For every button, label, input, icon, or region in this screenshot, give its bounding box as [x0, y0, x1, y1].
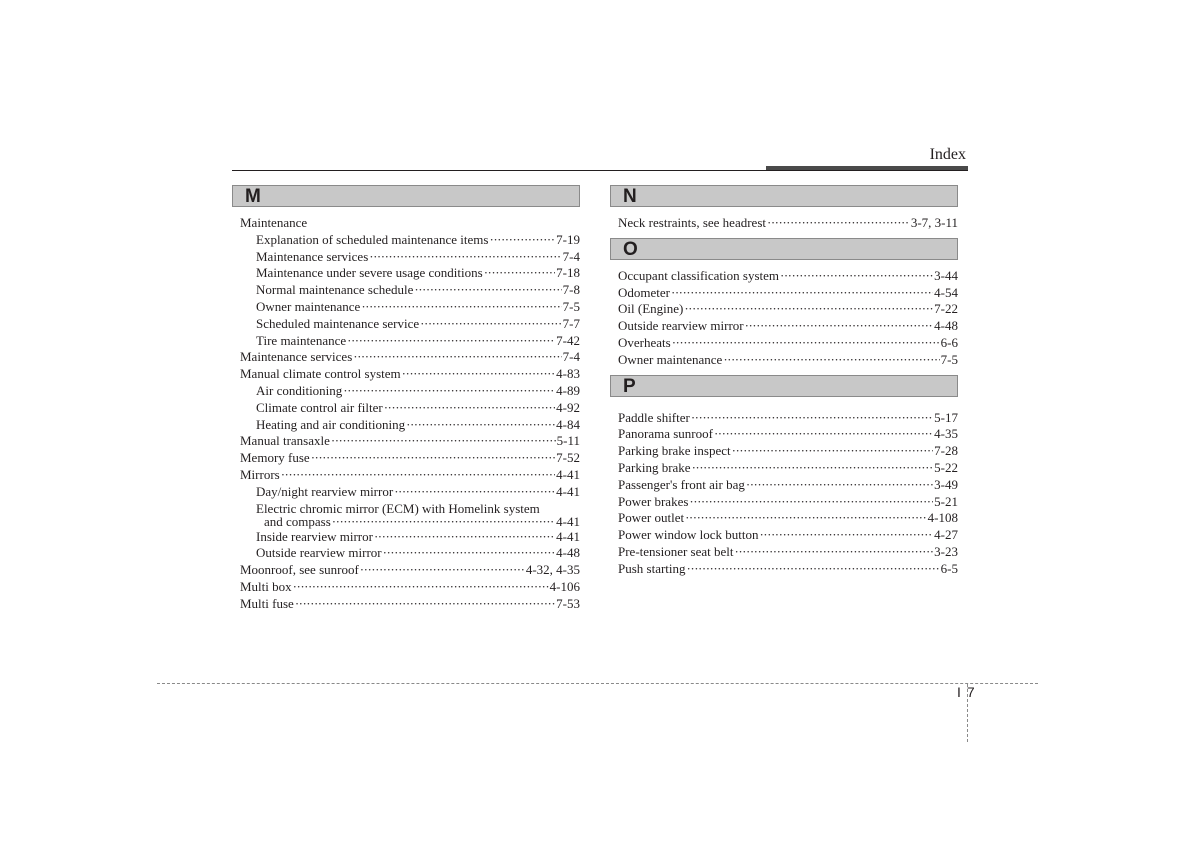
dot-leader: [692, 460, 934, 477]
index-entry-page: 4-27: [934, 527, 958, 543]
index-entry: [240, 215, 580, 232]
index-entry: [618, 477, 958, 494]
index-entry: [618, 544, 958, 561]
index-entry-label: Odometer: [618, 284, 670, 300]
dot-leader: [353, 349, 561, 366]
dot-leader: [347, 333, 555, 350]
index-entry-label: Air conditioning: [256, 382, 343, 398]
index-entry: [618, 443, 958, 460]
index-entry-label: Mirrors: [240, 466, 280, 482]
dot-leader: [780, 268, 933, 285]
index-entry: [240, 579, 580, 596]
index-entry-label: Overheats: [618, 334, 671, 350]
index-entry-label: Power brakes: [618, 493, 689, 509]
index-entry-label: Passenger's front air bag: [618, 476, 745, 492]
index-entry-label: Occupant classification system: [618, 267, 780, 283]
index-entry: [618, 426, 958, 443]
index-entry-page: 3-23: [934, 543, 958, 559]
index-subentry: [240, 333, 580, 350]
index-entry: [240, 450, 580, 467]
index-entry: [618, 318, 958, 335]
index-entry: [240, 349, 580, 366]
dot-leader: [384, 400, 555, 417]
index-entry-label: Manual transaxle: [240, 433, 330, 449]
page-number-value: 7: [966, 684, 975, 700]
dot-leader: [383, 545, 556, 562]
dot-leader: [369, 249, 561, 266]
index-subentry: [240, 316, 580, 333]
index-entry: [618, 335, 958, 352]
dot-leader: [311, 450, 555, 467]
index-entry-label: Maintenance: [240, 215, 308, 230]
index-entry-page: 4-32, 4-35: [525, 562, 580, 578]
section-n-entries: [610, 215, 958, 232]
index-entry-label: Manual climate control system: [240, 366, 401, 382]
index-entry-page: 3-44: [934, 267, 958, 283]
index-entry-page: 5-11: [556, 433, 580, 449]
index-subentry: [240, 383, 580, 400]
dot-leader: [489, 232, 555, 249]
section-heading-m: M: [232, 185, 580, 207]
dot-leader: [672, 335, 940, 352]
dot-leader: [714, 426, 933, 443]
index-entry-label: Maintenance services: [240, 349, 353, 365]
index-entry: [240, 562, 580, 579]
index-entry: [240, 596, 580, 613]
index-entry-page: 7-5: [562, 298, 580, 314]
index-entry-label: Parking brake inspect: [618, 443, 731, 459]
index-entry-page: 4-41: [556, 513, 580, 529]
index-entry-label: Tire maintenance: [256, 332, 347, 348]
index-entry-page: 7-28: [934, 443, 958, 459]
dot-leader: [684, 301, 933, 318]
index-entry-label: Heating and air conditioning: [256, 416, 406, 432]
index-subentry: [240, 484, 580, 501]
index-subentry: [240, 232, 580, 249]
index-entry-label: Parking brake: [618, 459, 691, 475]
index-entry-label: Oil (Engine): [618, 301, 684, 317]
dot-leader: [746, 477, 933, 494]
index-entry: [618, 285, 958, 302]
index-entry-page: 5-17: [934, 409, 958, 425]
dot-leader: [671, 285, 933, 302]
section-o-entries: [610, 268, 958, 369]
index-entry-page: 4-83: [556, 366, 580, 382]
index-entry-page: 7-5: [940, 351, 958, 367]
index-subentry: [240, 282, 580, 299]
index-entry-page: 4-92: [556, 399, 580, 415]
index-entry-label: Outside rearview mirror: [256, 545, 382, 561]
dot-leader: [767, 215, 910, 232]
index-entry-page: 3-49: [934, 476, 958, 492]
index-entry: [618, 268, 958, 285]
dot-leader: [406, 417, 555, 434]
index-entry-label: Memory fuse: [240, 450, 310, 466]
index-entry-page: 4-41: [556, 466, 580, 482]
dot-leader: [293, 579, 549, 596]
index-entry-label: Neck restraints, see headrest: [618, 215, 766, 230]
index-entry: [618, 215, 958, 232]
index-entry-label: Scheduled maintenance service: [256, 315, 420, 331]
section-m-entries: [232, 215, 580, 613]
index-entry: [240, 433, 580, 450]
dot-leader: [745, 318, 934, 335]
index-entry: [240, 366, 580, 383]
index-entry-page: 4-106: [549, 578, 580, 594]
index-entry-page: 7-7: [562, 315, 580, 331]
page-header-title: Index: [929, 146, 966, 163]
section-heading-n: N: [610, 185, 958, 207]
index-entry-label: Explanation of scheduled maintenance items: [256, 231, 489, 247]
index-entry-label: Outside rearview mirror: [618, 318, 744, 334]
index-entry: [618, 460, 958, 477]
index-entry-label: Inside rearview mirror: [256, 528, 373, 544]
section-p-entries: [610, 410, 958, 578]
index-entry-page: 7-4: [562, 349, 580, 365]
index-entry-page: 5-22: [934, 459, 958, 475]
index-entry-page: 4-108: [927, 510, 958, 526]
index-entry: [618, 494, 958, 511]
index-subentry: [240, 545, 580, 562]
dot-leader: [732, 443, 934, 460]
index-subentry: [240, 529, 580, 546]
index-subentry: [240, 265, 580, 282]
dot-leader: [687, 561, 940, 578]
index-subentry: [240, 400, 580, 417]
index-entry-label-continued: and compass: [264, 513, 331, 529]
index-entry-label: Moonroof, see sunroof: [240, 562, 359, 578]
index-subentry: [240, 249, 580, 266]
index-entry-page: 7-42: [556, 332, 580, 348]
index-entry-page: 7-8: [562, 282, 580, 298]
dot-leader: [685, 510, 927, 527]
dot-leader: [402, 366, 556, 383]
index-entry-label: Normal maintenance schedule: [256, 282, 414, 298]
index-entry-page: 6-6: [940, 334, 958, 350]
dot-leader: [361, 299, 561, 316]
index-entry-label: Pre-tensioner seat belt: [618, 543, 734, 559]
dot-leader: [332, 515, 555, 529]
index-entry-page: 4-41: [556, 483, 580, 499]
index-entry: [618, 301, 958, 318]
index-entry-page: 4-54: [934, 284, 958, 300]
index-entry: [618, 527, 958, 544]
dot-leader: [759, 527, 933, 544]
index-entry-label: Power outlet: [618, 510, 685, 526]
dot-leader: [735, 544, 934, 561]
index-entry: [618, 510, 958, 527]
index-entry-label: Panorama sunroof: [618, 426, 713, 442]
index-entry-page: 4-41: [556, 528, 580, 544]
dot-leader: [689, 494, 933, 511]
index-entry-label: Climate control air filter: [256, 399, 383, 415]
page-number-section: I: [957, 684, 961, 700]
index-column-left: [232, 185, 580, 613]
dot-leader: [484, 265, 555, 282]
dot-leader: [360, 562, 525, 579]
dot-leader: [394, 484, 555, 501]
index-entry-page: 6-5: [940, 560, 958, 576]
index-entry-page: 7-53: [556, 595, 580, 611]
index-entry-page: 4-48: [556, 545, 580, 561]
dot-leader: [281, 467, 555, 484]
dot-leader: [343, 383, 555, 400]
section-heading-o: O: [610, 238, 958, 260]
dot-leader: [331, 433, 556, 450]
header-rule: [232, 170, 968, 171]
index-entry-label: Maintenance under severe usage conditions: [256, 265, 483, 281]
index-entry-label: Electric chromic mirror (ECM) with Homelink system: [256, 500, 540, 516]
index-entry: [618, 561, 958, 578]
index-entry-label: Multi fuse: [240, 595, 294, 611]
index-entry: [618, 352, 958, 369]
dot-leader: [295, 596, 555, 613]
index-entry-page: 7-4: [562, 248, 580, 264]
dot-leader: [420, 316, 562, 333]
index-entry-page: 7-19: [556, 231, 580, 247]
index-column-right: [610, 185, 958, 578]
index-entry-label: Day/night rearview mirror: [256, 483, 394, 499]
index-entry-page: 7-18: [556, 265, 580, 281]
footer-rule: [157, 683, 1038, 684]
index-entry-label: Multi box: [240, 578, 292, 594]
index-entry-page: 4-35: [934, 426, 958, 442]
dot-leader: [414, 282, 561, 299]
index-entry-page: 4-89: [556, 382, 580, 398]
index-entry-page: 5-21: [934, 493, 958, 509]
dot-leader: [374, 529, 555, 546]
index-entry-label: Push starting: [618, 560, 686, 576]
index-entry: [618, 410, 958, 427]
section-heading-p: P: [610, 375, 958, 397]
index-entry-label: Power window lock button: [618, 527, 759, 543]
index-entry-label: Maintenance services: [256, 248, 369, 264]
index-entry-page: 7-22: [934, 301, 958, 317]
index-entry-label: Paddle shifter: [618, 409, 690, 425]
index-entry-label: Owner maintenance: [256, 298, 361, 314]
index-entry-page: 4-48: [934, 318, 958, 334]
index-subentry: [240, 417, 580, 434]
dot-leader: [723, 352, 939, 369]
index-entry-page: 7-52: [556, 450, 580, 466]
index-entry-label: Owner maintenance: [618, 351, 723, 367]
index-entry-page: 4-84: [556, 416, 580, 432]
index-entry: [240, 502, 580, 529]
dot-leader: [691, 410, 933, 427]
page-number: [957, 684, 975, 700]
index-entry-page: 3-7, 3-11: [910, 215, 958, 230]
index-subentry: [240, 299, 580, 316]
index-entry: [240, 467, 580, 484]
